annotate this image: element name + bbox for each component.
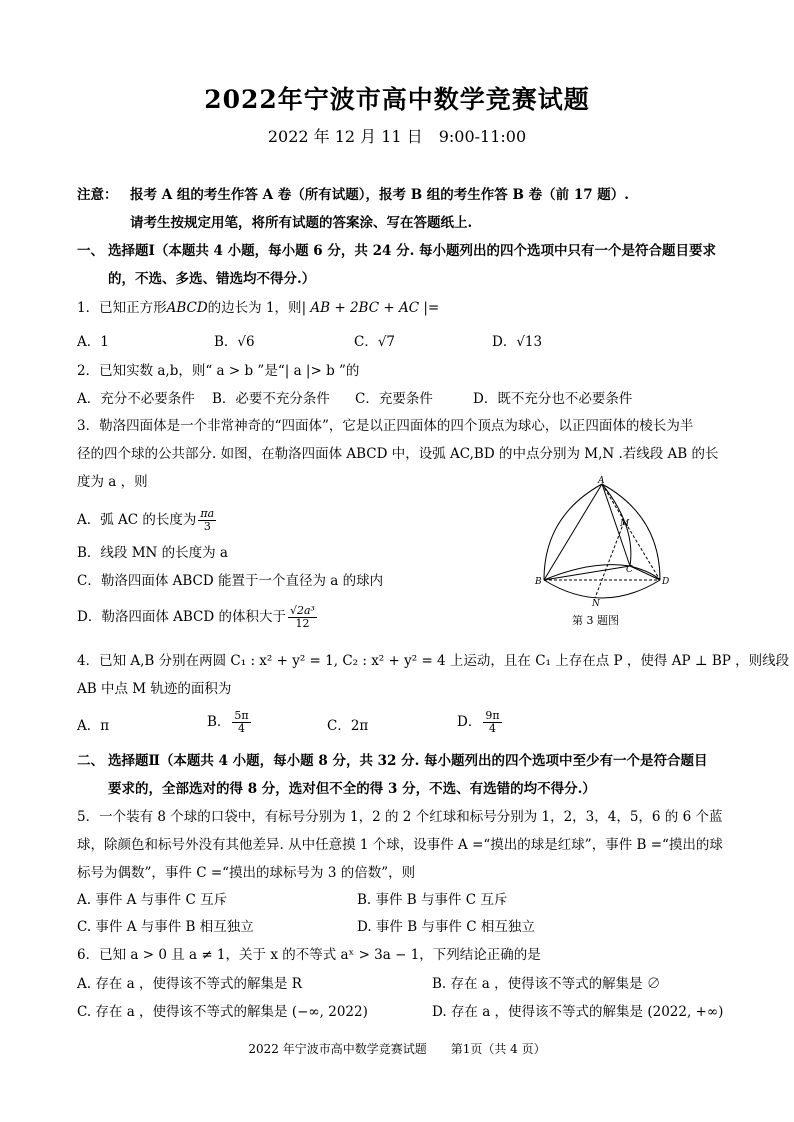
q3-line-2: 径的四个球的公共部分. 如图，在勒洛四面体 ABCD 中，设弧 AC,BD 的中点分别为 M,N .若线段 AB 的长 [77,446,719,462]
q2-option-a: A．充分不必要条件 [77,391,195,407]
q4-option-d [457,710,504,735]
exam-date: 2022 年 12 月 11 日 9:00-11:00 [267,127,527,146]
q5-line-3: 标号为偶数”，事件 C =“摸出的球标号为 3 的倍数”，则 [77,865,416,881]
q5-line-1: 5．一个装有 8 个球的口袋中，有标号分别为 1，2 的 2 个红球和标号分别为 1，2，3，4，5，6 的 6 个蓝 [77,809,723,825]
q2-option-b: B．必要不充分条件 [212,391,330,407]
notice-line-1: 报考 A 组的考生作答 A 卷（所有试题），报考 B 组的考生作答 B 卷（前 17 题）. [130,187,630,203]
label-b: B [535,577,542,587]
q3-option-a-denominator: 3 [203,520,211,533]
q1-stem-prefix: 1．已知正方形 [77,300,167,316]
q1-stem-shape: ABCD [166,300,208,316]
q2-option-d: D．既不充分也不必要条件 [473,391,633,407]
q4-option-b [207,710,253,735]
q3-option-a-numerator: πa [200,507,215,520]
label-a: A [598,476,605,486]
q4-option-b-numerator: 5π [234,709,249,722]
arc-bd [544,580,660,598]
q4-option-b-denominator: 4 [238,722,246,735]
reuleaux-tetrahedron-figure [532,476,682,606]
q3-option-a [77,508,218,533]
q3-figure-caption: 第 3 题图 [572,614,619,627]
edge-bc [544,566,630,580]
q4-option-a: A．π [77,718,110,734]
q1-option-a: A．1 [77,334,109,350]
q1-stem-suffix: 的边长为 1，则 [207,300,302,316]
q1-option-d: D．√13 [492,334,543,350]
q4-option-b-label: B． [207,714,231,730]
q4-option-b-fraction [232,710,250,735]
q6-stem: 6．已知 a > 0 且 a ≠ 1，关于 x 的不等式 aˣ > 3a − 1，下列结论正确的是 [77,947,541,963]
q6-option-a: A. 存在 a ，使得该不等式的解集是 R [77,976,302,992]
q1-expression: | AB + 2BC + AC |= [301,300,440,316]
section1-label: 一、 [77,243,104,259]
q5-line-2: 球，除颜色和标号外没有其他差异. 从中任意摸 1 个球，设事件 A =“摸出的球是红球”，事件 B =“摸出的球 [77,837,723,853]
q1-option-c: C．√7 [354,334,396,350]
q4-option-c: C．2π [327,718,369,734]
q3-option-c: C．勒洛四面体 ABCD 能置于一个直径为 a 的球内 [77,573,384,589]
q5-option-c: C. 事件 A 与事件 B 相互独立 [77,919,254,935]
q3-option-a-fraction [198,508,216,533]
section2-heading-1: 选择题Ⅱ（本题共 4 小题，每小题 8 分，共 32 分. 每小题列出的四个选项中至少有一个是符合题目 [108,753,708,769]
page-footer: 2022 年宁波市高中数学竞赛试题 第1页（共 4 页） [248,1042,546,1056]
q3-option-b: B．线段 MN 的长度为 a [77,545,228,561]
q3-line-3: 度为 a ，则 [77,474,148,490]
q1-option-b: B．√6 [214,334,255,350]
q3-option-d-numerator: √2a³ [289,604,315,617]
q3-option-d-text: D．勒洛四面体 ABCD 的体积大于 [77,609,286,625]
section2-label: 二、 [77,753,104,769]
q4-option-d-denominator: 4 [488,722,496,735]
q3-option-d [77,605,319,630]
q4-option-d-label: D． [457,714,482,730]
q3-option-d-denominator: 12 [295,617,310,630]
label-n: N [592,599,600,606]
q3-line-1: 3．勒洛四面体是一个非常神奇的“四面体”，它是以正四面体的四个顶点为球心，以正四面体的棱长为半 [77,418,694,434]
q2-option-c: C．充要条件 [355,391,433,407]
q6-option-c: C. 存在 a ，使得该不等式的解集是 (−∞, 2022) [77,1004,368,1020]
page-title: 2022年宁波市高中数学竞赛试题 [204,85,590,114]
q6-option-b: B. 存在 a ，使得该不等式的解集是 ∅ [432,976,661,992]
q5-option-d: D. 事件 B 与事件 C 相互独立 [357,919,535,935]
q6-option-d: D. 存在 a ，使得该不等式的解集是 (2022, +∞) [432,1004,724,1020]
q4-line-1: 4．已知 A,B 分别在两圆 C₁ : x² + y² = 1, C₂ : x² + y² = 4 上运动，且在 C₁ 上存在点 P ，使得 AP ⊥ BP ，则线段 [77,653,790,669]
section1-heading-2: 的，不选、多选、错选均不得分.） [108,271,316,287]
segment-mn [595,522,624,598]
q2-stem: 2．已知实数 a,b，则“ a > b ”是“| a |> b ”的 [77,363,360,379]
edge-cd [630,566,660,580]
q3-option-d-fraction [288,605,317,630]
q3-option-a-text: A．弧 AC 的长度为 [77,512,197,528]
label-c: C [626,565,633,575]
q5-option-a: A. 事件 A 与事件 C 互斥 [77,892,228,908]
q1-stem [77,299,439,317]
section2-heading-2: 要求的，全部选对的得 8 分，选对但不全的得 3 分，不选、有选错的均不得分.） [108,781,596,797]
label-m: M [620,519,630,529]
q4-line-2: AB 中点 M 轨迹的面积为 [77,681,232,697]
label-d: D [662,577,670,587]
section1-heading-1: 选择题Ⅰ（本题共 4 小题，每小题 6 分，共 24 分. 每小题列出的四个选项中只有一个是符合题目要求 [108,243,716,259]
notice-line-2: 请考生按规定用笔，将所有试题的答案涂、写在答题纸上. [130,215,473,231]
q5-option-b: B. 事件 B 与事件 C 互斥 [357,892,508,908]
notice-label: 注意： [77,187,118,203]
q4-option-d-numerator: 9π [485,709,500,722]
q4-option-d-fraction [483,710,501,735]
